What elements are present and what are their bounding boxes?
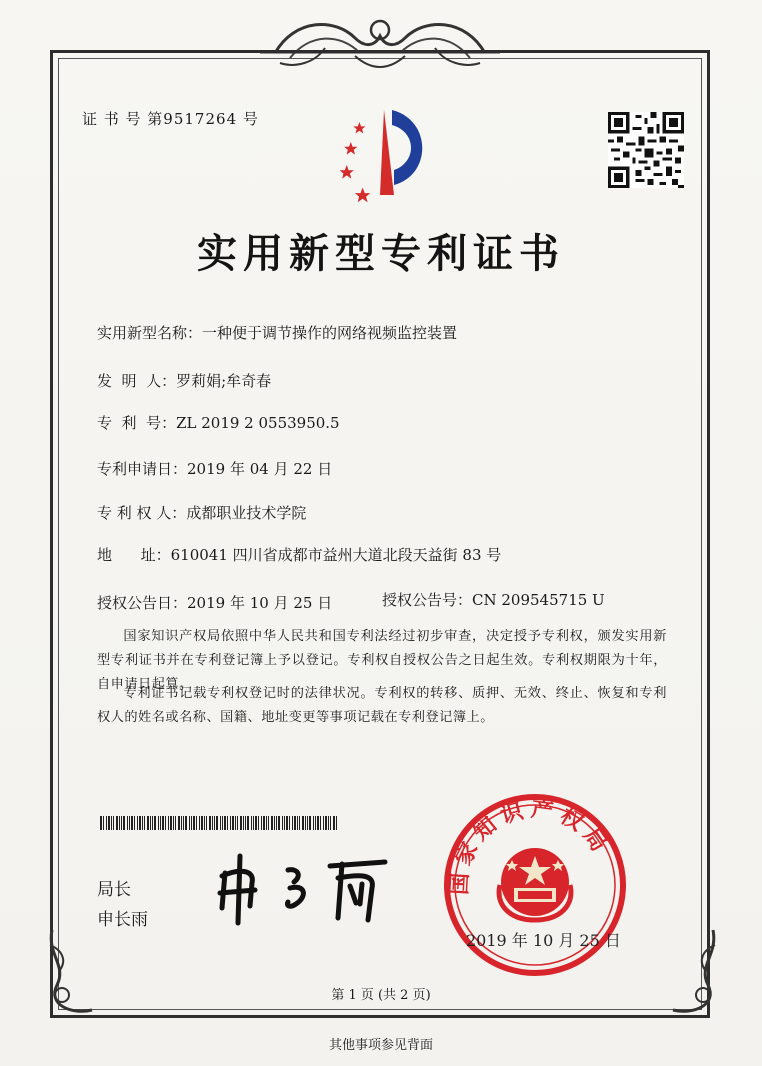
patent-office-emblem-icon <box>322 100 442 210</box>
official-seal-icon <box>440 790 630 980</box>
paragraph-text: 国家知识产权局依照中华人民共和国专利法经过初步审查，决定授予专利权，颁发实用新型专利证书并在专利登记簿上予以登记。专利权自授权公告之日起生效。专利权期限为十年，自申请日起算。 <box>97 629 667 692</box>
field-inventor <box>97 370 271 391</box>
field-label: 发 明 人： <box>97 372 177 390</box>
page-number: 第 1 页 (共 2 页) <box>331 988 431 1003</box>
field-grant-date <box>97 592 332 613</box>
field-patent-number <box>97 412 340 433</box>
field-label: 实用新型名称： <box>97 324 203 342</box>
field-patentee <box>97 502 306 523</box>
certificate-title: 实用新型专利证书 <box>197 230 565 277</box>
statement-paragraph <box>97 682 667 730</box>
ornament-top-icon <box>255 8 505 83</box>
corner-ornament-icon <box>668 925 723 1020</box>
director-signature-icon <box>210 848 395 933</box>
field-value: ZL 2019 2 0553950.5 <box>176 414 340 432</box>
field-value: CN 209545715 U <box>472 591 605 609</box>
seal-text: 国家知识产权局 <box>447 796 615 896</box>
field-label: 地 址： <box>97 546 171 564</box>
director-title: 局长 <box>97 880 131 900</box>
seal-date: 2019 年 10 月 25 日 <box>466 931 621 950</box>
field-utility-model-name <box>97 322 457 343</box>
field-value: 2019 年 04 月 22 日 <box>187 460 333 478</box>
field-label: 专 利 号： <box>97 414 177 432</box>
field-value: 成都职业技术学院 <box>186 504 307 522</box>
field-label: 授权公告日： <box>97 594 188 612</box>
certificate-number: 证 书 号 第9517264 号 <box>82 110 259 128</box>
field-value: 一种便于调节操作的网络视频监控装置 <box>202 324 458 342</box>
field-label: 专 利 权 人： <box>97 504 187 522</box>
field-label: 授权公告号： <box>382 591 473 609</box>
qr-code-icon <box>608 112 684 188</box>
back-note: 其他事项参见背面 <box>328 1038 433 1053</box>
field-label: 专利申请日： <box>97 460 188 478</box>
field-value: 610041 四川省成都市益州大道北段天益街 83 号 <box>170 546 502 564</box>
field-value: 罗莉娟;牟奇春 <box>176 372 272 390</box>
paragraph-text: 专利证书记载专利权登记时的法律状况。专利权的转移、质押、无效、终止、恢复和专利权人的姓名或名称、国籍、地址变更等事项记载在专利登记簿上。 <box>97 686 667 725</box>
field-filing-date <box>97 458 332 479</box>
barcode-icon <box>100 816 340 830</box>
corner-ornament-icon <box>42 925 97 1020</box>
director-name: 申长雨 <box>97 910 148 930</box>
field-grant-number <box>382 589 605 610</box>
field-address <box>97 544 501 565</box>
field-value: 2019 年 10 月 25 日 <box>187 594 333 612</box>
